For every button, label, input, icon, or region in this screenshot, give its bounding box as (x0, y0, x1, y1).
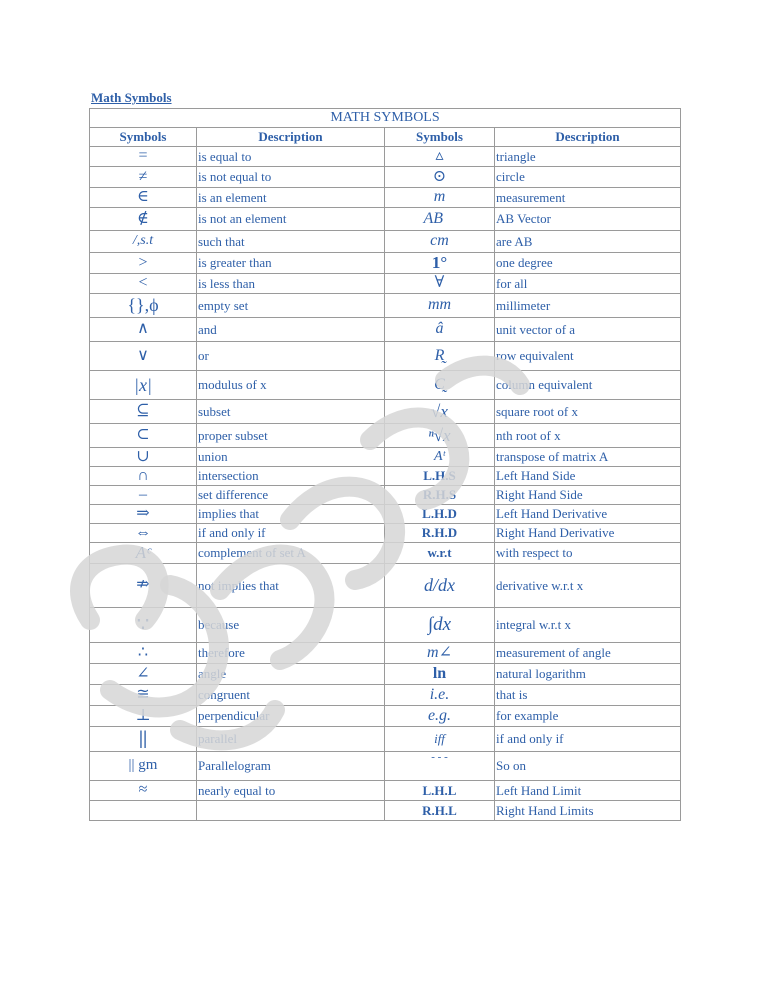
description-cell: Parallelogram (197, 752, 385, 781)
symbol-cell: i.e. (385, 685, 495, 706)
description-cell: nth root of x (495, 424, 681, 448)
header-symbols-1: Symbols (90, 128, 197, 147)
table-row (90, 424, 681, 448)
description-cell: Right Hand Side (495, 486, 681, 505)
table-caption: MATH SYMBOLS (90, 109, 681, 128)
symbol-cell: √x (385, 400, 495, 424)
table-row (90, 685, 681, 706)
symbol-cell: – (90, 486, 197, 505)
table-row (90, 664, 681, 685)
symbol-cell: R.H.S (385, 486, 495, 505)
description-cell: natural logarithm (495, 664, 681, 685)
description-cell: Left Hand Derivative (495, 505, 681, 524)
header-description-1: Description (197, 128, 385, 147)
table-row (90, 188, 681, 208)
description-cell: therefore (197, 643, 385, 664)
symbol-cell: ln (385, 664, 495, 685)
symbol-cell: ▵ (385, 147, 495, 167)
symbol-cell: ⊂ (90, 424, 197, 448)
table-row (90, 467, 681, 486)
description-cell: triangle (495, 147, 681, 167)
symbol-cell: R.H.D (385, 524, 495, 543)
symbol-cell: ≈ (90, 781, 197, 801)
table-row (90, 342, 681, 371)
description-cell: set difference (197, 486, 385, 505)
description-cell: measurement (495, 188, 681, 208)
symbol-cell: 1° (385, 253, 495, 274)
table-row (90, 727, 681, 752)
symbol-cell: ∨ (90, 342, 197, 371)
symbol-cell: R̰ (385, 342, 495, 371)
table-row (90, 231, 681, 253)
table-row (90, 147, 681, 167)
table-row (90, 608, 681, 643)
symbol-cell: ⇏ (90, 564, 197, 608)
description-cell: union (197, 448, 385, 467)
description-cell: is not an element (197, 208, 385, 231)
symbol-cell (90, 801, 197, 821)
description-cell: intersection (197, 467, 385, 486)
description-cell: with respect to (495, 543, 681, 564)
description-cell: is greater than (197, 253, 385, 274)
table-row (90, 371, 681, 400)
page-title: Math Symbols (91, 90, 172, 105)
symbol-cell: ∠ (90, 664, 197, 685)
table-row (90, 448, 681, 467)
table-row (90, 543, 681, 564)
table-row (90, 643, 681, 664)
symbol-cell: â (385, 318, 495, 342)
header-description-2: Description (495, 128, 681, 147)
description-cell: proper subset (197, 424, 385, 448)
symbol-cell: ∪ (90, 448, 197, 467)
description-cell: implies that (197, 505, 385, 524)
symbol-cell: ⊆ (90, 400, 197, 424)
symbol-cell: AB⃗ (385, 208, 495, 231)
description-cell: So on (495, 752, 681, 781)
description-cell: circle (495, 167, 681, 188)
table-row (90, 294, 681, 318)
table-row (90, 801, 681, 821)
symbol-cell: d/dx (385, 564, 495, 608)
description-cell: is equal to (197, 147, 385, 167)
description-cell: parallel (197, 727, 385, 752)
description-cell: is an element (197, 188, 385, 208)
description-cell: or (197, 342, 385, 371)
symbol-cell: ⇒ (90, 505, 197, 524)
header-symbols-2: Symbols (385, 128, 495, 147)
symbol-cell: ≠ (90, 167, 197, 188)
description-cell: congruent (197, 685, 385, 706)
description-cell: Left Hand Limit (495, 781, 681, 801)
symbol-cell: ∵ (90, 608, 197, 643)
description-cell: square root of x (495, 400, 681, 424)
symbol-cell: ⁿ√x (385, 424, 495, 448)
symbol-cell: cm (385, 231, 495, 253)
symbol-cell: e.g. (385, 706, 495, 727)
symbol-cell: {},ϕ (90, 294, 197, 318)
description-cell: is not equal to (197, 167, 385, 188)
symbol-cell: ∀ (385, 274, 495, 294)
table-row (90, 752, 681, 781)
symbol-cell: < (90, 274, 197, 294)
table-row (90, 505, 681, 524)
symbol-cell: ⊙ (385, 167, 495, 188)
description-cell: Left Hand Side (495, 467, 681, 486)
symbol-cell: ∫dx (385, 608, 495, 643)
description-cell: for example (495, 706, 681, 727)
symbol-cell: ≅ (90, 685, 197, 706)
symbol-cell: |x| (90, 371, 197, 400)
table-row (90, 167, 681, 188)
symbol-cell: L.H.S (385, 467, 495, 486)
description-cell: column equivalent (495, 371, 681, 400)
table-row (90, 564, 681, 608)
symbol-cell: ∩ (90, 467, 197, 486)
description-cell (197, 801, 385, 821)
symbol-cell: m∠ (385, 643, 495, 664)
description-cell: because (197, 608, 385, 643)
table-row (90, 208, 681, 231)
symbol-cell: > (90, 253, 197, 274)
symbol-cell: = (90, 147, 197, 167)
symbol-cell: L.H.L (385, 781, 495, 801)
symbol-cell: R.H.L (385, 801, 495, 821)
table-row (90, 253, 681, 274)
description-cell: derivative w.r.t x (495, 564, 681, 608)
description-cell: Right Hand Limits (495, 801, 681, 821)
symbol-cell: mm (385, 294, 495, 318)
symbol-cell: L.H.D (385, 505, 495, 524)
description-cell: are AB (495, 231, 681, 253)
description-cell: for all (495, 274, 681, 294)
symbol-cell: Aᶜ (90, 543, 197, 564)
description-cell: modulus of x (197, 371, 385, 400)
description-cell: unit vector of a (495, 318, 681, 342)
description-cell: and (197, 318, 385, 342)
symbol-cell: ⇔ (90, 524, 197, 543)
description-cell: nearly equal to (197, 781, 385, 801)
symbol-cell: || (90, 727, 197, 752)
description-cell: subset (197, 400, 385, 424)
description-cell: if and only if (495, 727, 681, 752)
description-cell: not implies that (197, 564, 385, 608)
symbol-cell: || gm (90, 752, 197, 781)
math-symbols-table (89, 108, 681, 821)
symbol-cell: ∴ (90, 643, 197, 664)
description-cell: if and only if (197, 524, 385, 543)
description-cell: one degree (495, 253, 681, 274)
description-cell: millimeter (495, 294, 681, 318)
symbol-cell: Aᵗ (385, 448, 495, 467)
description-cell: that is (495, 685, 681, 706)
description-cell: empty set (197, 294, 385, 318)
symbol-cell: iff (385, 727, 495, 752)
description-cell: transpose of matrix A (495, 448, 681, 467)
table-row (90, 486, 681, 505)
symbol-cell: /,s.t (90, 231, 197, 253)
description-cell: angle (197, 664, 385, 685)
description-cell: such that (197, 231, 385, 253)
description-cell: Right Hand Derivative (495, 524, 681, 543)
description-cell: measurement of angle (495, 643, 681, 664)
description-cell: is less than (197, 274, 385, 294)
symbol-cell: - - - (385, 752, 495, 781)
description-cell: row equivalent (495, 342, 681, 371)
table-row (90, 524, 681, 543)
symbol-cell: ⊥ (90, 706, 197, 727)
symbol-cell: ∈ (90, 188, 197, 208)
symbol-cell: m (385, 188, 495, 208)
symbol-cell: ∧ (90, 318, 197, 342)
symbol-cell: ∉ (90, 208, 197, 231)
symbol-cell: w.r.t (385, 543, 495, 564)
table-row (90, 318, 681, 342)
description-cell: perpendicular (197, 706, 385, 727)
description-cell: AB Vector (495, 208, 681, 231)
description-cell: complement of set A (197, 543, 385, 564)
description-cell: integral w.r.t x (495, 608, 681, 643)
table-row (90, 274, 681, 294)
table-row (90, 781, 681, 801)
symbol-cell: C̰ (385, 371, 495, 400)
table-row (90, 400, 681, 424)
table-row (90, 706, 681, 727)
